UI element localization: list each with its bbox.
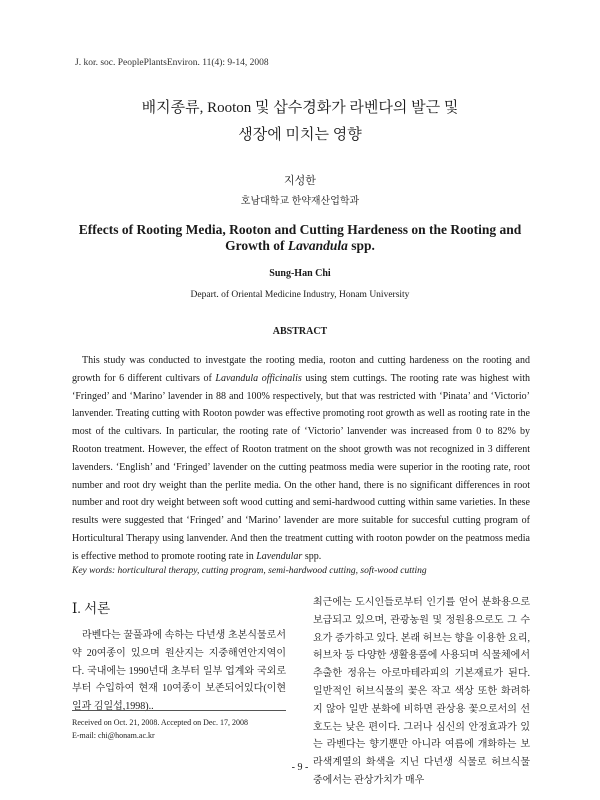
english-affiliation: Depart. of Oriental Medicine Industry, Honam University [190,290,410,300]
keywords: Key words: horticultural therapy, cutting program, semi-hardwood cutting, soft-wood cutting [72,566,427,576]
footnote-divider [72,710,286,711]
abstract-text-1: This study was conducted to investgate the rooting media, rooton and cutting hardeness on the rooting and growth for 6 different cultivars of [72,355,530,384]
left-column [72,597,286,716]
korean-title-line-1: 배지종류, Rooton 및 삽수경화가 라벤다의 발근 및 [141,100,459,116]
abstract-species: Lavandula officinalis [215,372,302,384]
section-heading: Ⅰ. 서론 [72,601,111,616]
korean-author: 지성한 [284,175,316,187]
abstract-genus: Lavendular [256,550,303,562]
english-author: Sung-Han Chi [269,268,331,279]
introduction-paragraph-left: 라벤다는 꿀풀과에 속하는 다년생 초본식물로서 약 20여종이 있으며 원산지는 지중해연안지역이다. 국내에는 1990년대 초부터 일부 업계와 국외로부터 수입하여 현재 10여종이 보존되어있다(이현일과 김일섭,1998).. [72,630,286,713]
abstract-body [72,352,530,566]
korean-affiliation: 호남대학교 한약재산업학과 [240,196,360,207]
korean-title-line-2: 생장에 미치는 영향 [238,127,362,143]
abstract-text-3: spp. [304,550,322,562]
english-title-suffix: spp. [351,238,375,253]
korean-title [0,95,600,149]
english-title [60,222,540,254]
introduction-paragraph-right: 최근에는 도시인들로부터 인기를 얻어 분화용으로 보급되고 있으며, 관광농원 및 정원용으로도 그 수요가 증가하고 있다. 본래 허브는 향을 이용한 요리, 허브차 등 다양한 생활용품에 사용되며 식물체에서 추출한 정유는 아로마테라피의 기본재료가 된다. 일반적인 허브식물의 꽃은 작고 색상 또한 화려하지 않아 일반 분화에 비하면 관상용 꽃으로서의 선호도는 낮은 편이다. 그러나 심신의 안정효과가 있는 라벤다는 향기뿐만 아니라 여름에 개화하는 보라색계열의 화색을 지닌 다년생 식물로 허브식물 중에서는 관상가치가 매우 [313,597,530,786]
footnote-email: E-mail: chi@honam.ac.kr [72,731,155,740]
journal-citation: J. kor. soc. PeoplePlantsEnviron. 11(4): 9-14, 2008 [75,58,269,68]
footnote [72,716,248,742]
footnote-received: Received on Oct. 21, 2008. Accepted on Dec. 17, 2008 [72,718,248,727]
abstract-text-2: using stem cuttings. The rooting rate was highest with ‘Fringed’ and ‘Marino’ lavender in 88 and 100% respectively, but that was restricted with ‘Pinata’ and ‘Victorio’ lanvender. Treating cutting with Rooton powder was effective promoting root growth as well as rooting rate in the most of the cultivars. In particular, the rooting rate of ‘Victorio’ lanvender was increased from 0 to 82% by Rooton treatment. However, the effect of Rooton tratment on the shoot growth was not recognized in 3 different lavenders. ‘English’ and ‘Fringed’ lavender on the cutting peatmoss media were superior in the rooting rate, root number and root dry weight than the perlite media. On the other hand, there is no significant differences in root number and root dry weight between soft wood cutting and semi-hardwood cutting within same varieties. In these results were suggested that ‘Fringed’ and ‘Marino’ lavender are more suitable for succesful cutting program of Horticultural Therapy using lanvender. And then the treatment cutting with rooton powder on the peatmoss media is effective method to promote rooting rate in [72,372,531,562]
abstract-heading: ABSTRACT [272,326,328,337]
page-number: - 9 - [291,762,309,773]
english-title-text: Effects of Rooting Media, Rooton and Cutting Hardeness on the Rooting and Growth of [78,222,522,253]
english-title-genus: Lavandula [287,238,348,253]
